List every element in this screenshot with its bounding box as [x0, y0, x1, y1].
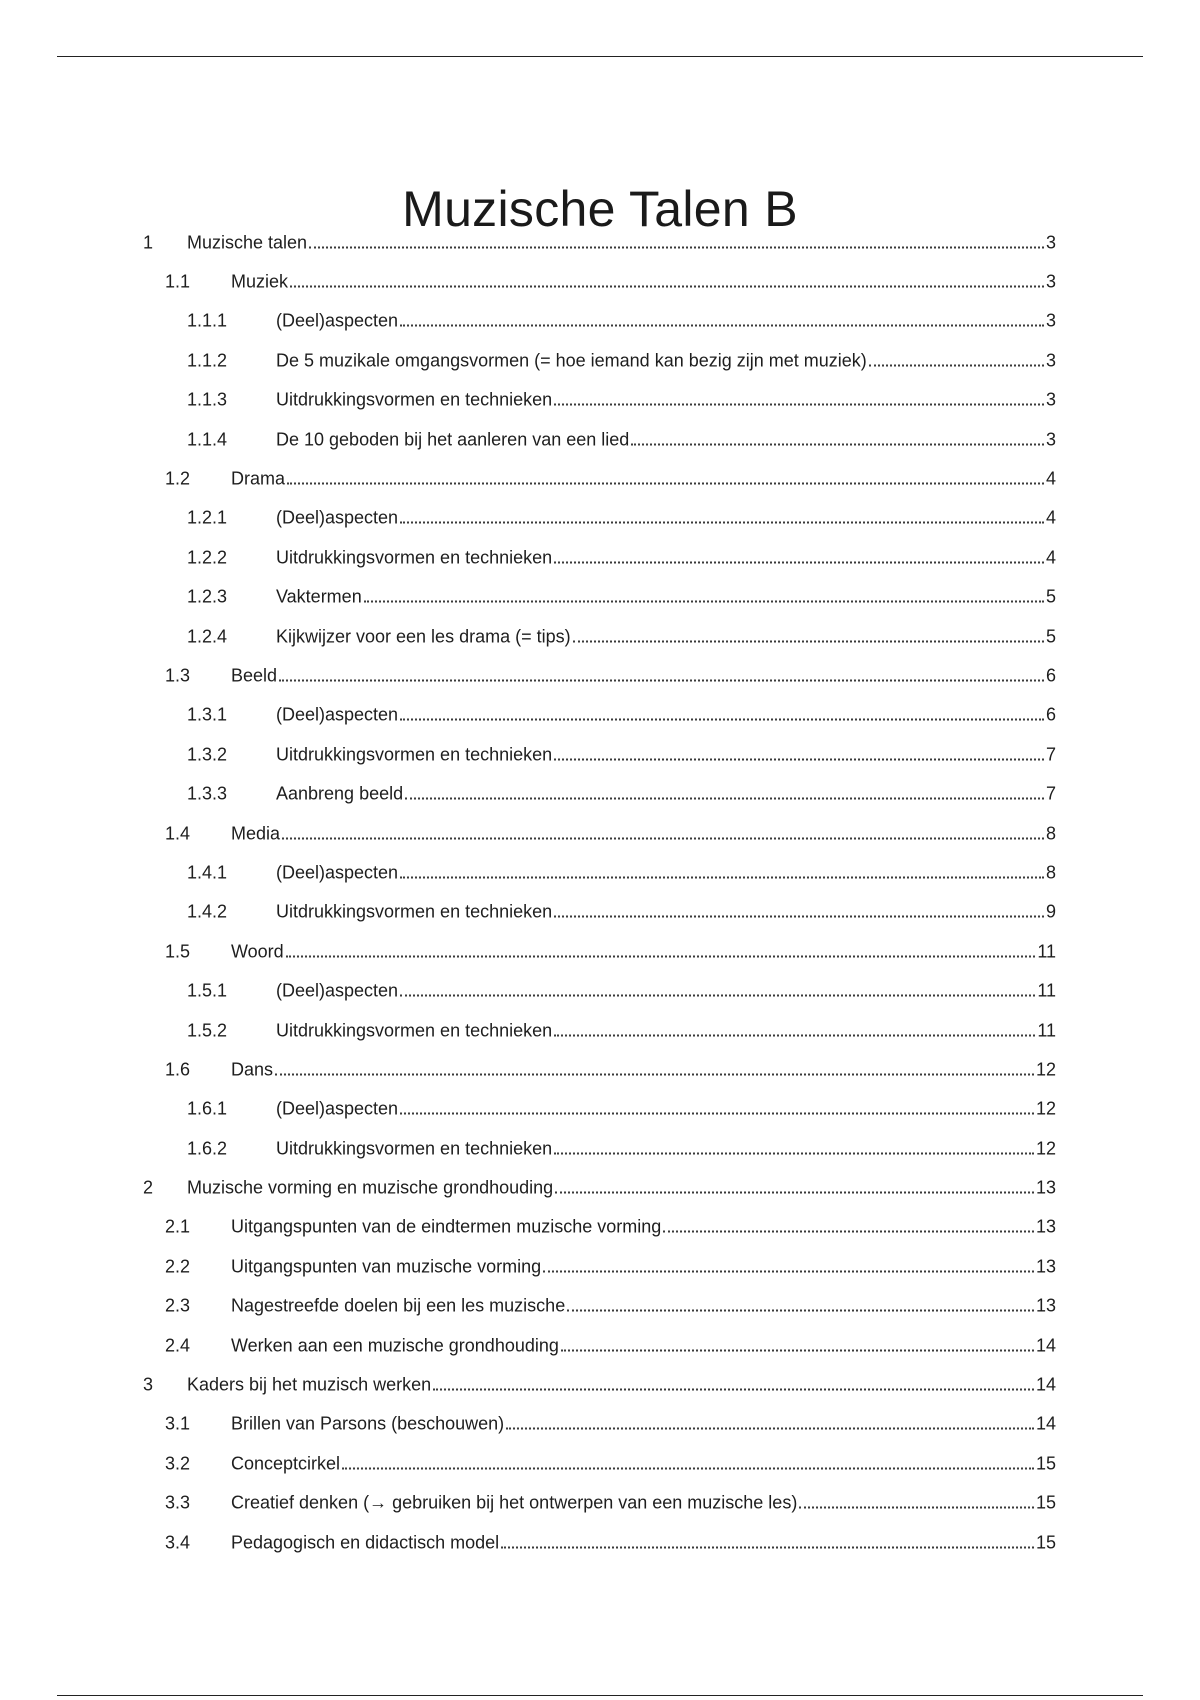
- toc-entry[interactable]: [0, 617, 1200, 656]
- toc-entry-number: 1.1.2: [187, 350, 228, 371]
- toc-entry[interactable]: [0, 971, 1200, 1010]
- toc-entry-line: [231, 1493, 1056, 1514]
- toc-entry-title[interactable]: Uitdrukkingsvormen en technieken: [276, 1138, 553, 1159]
- toc-dot-leader: [342, 1467, 1034, 1469]
- toc-dot-leader: [799, 1507, 1034, 1509]
- toc-entry-title[interactable]: Uitdrukkingsvormen en technieken: [276, 901, 553, 922]
- toc-entry-title[interactable]: Werken aan een muzische grondhouding: [231, 1335, 559, 1356]
- toc-entry-page: 14: [1035, 1374, 1056, 1395]
- toc-entry[interactable]: [0, 814, 1200, 853]
- toc-entry-line: [231, 1296, 1056, 1317]
- toc-entry-page: 3: [1045, 389, 1056, 410]
- toc-dot-leader: [573, 640, 1044, 642]
- toc-entry-title[interactable]: Uitdrukkingsvormen en technieken: [276, 744, 553, 765]
- toc-entry[interactable]: [0, 302, 1200, 341]
- toc-entry-title[interactable]: Drama: [231, 468, 286, 489]
- toc-dot-leader: [561, 1349, 1034, 1351]
- toc-entry[interactable]: [0, 1168, 1200, 1207]
- toc-dot-leader: [555, 1192, 1034, 1194]
- toc-entry-line: [276, 429, 1056, 450]
- toc-entry[interactable]: [0, 893, 1200, 932]
- toc-entry-number: 1.2.1: [187, 507, 228, 528]
- toc-entry-number: 3: [143, 1374, 154, 1395]
- toc-entry-page: 3: [1045, 310, 1056, 331]
- toc-entry-number: 2: [143, 1177, 154, 1198]
- toc-entry-page: 6: [1045, 665, 1056, 686]
- toc-entry-page: 5: [1045, 586, 1056, 607]
- toc-entry-line: [231, 823, 1056, 844]
- toc-entry-line: [276, 1020, 1056, 1041]
- toc-entry-title[interactable]: Muzische talen: [187, 232, 308, 253]
- toc-entry-number: 3.1: [165, 1413, 191, 1434]
- toc-entry-title[interactable]: Woord: [231, 941, 284, 962]
- toc-entry-title[interactable]: Kijkwijzer voor een les drama (= tips): [276, 626, 571, 647]
- toc-entry[interactable]: [0, 262, 1200, 301]
- document-title: Muzische Talen B: [402, 180, 798, 237]
- toc-entry-page: 7: [1045, 744, 1056, 765]
- toc-entry-title[interactable]: Kaders bij het muzisch werken: [187, 1374, 432, 1395]
- toc-entry-page: 4: [1045, 468, 1056, 489]
- toc-entry-page: 3: [1045, 350, 1056, 371]
- toc-entry-line: [231, 1217, 1056, 1238]
- toc-entry-page: 13: [1035, 1177, 1056, 1198]
- toc-dot-leader: [554, 758, 1044, 760]
- toc-entry-line: [276, 1138, 1056, 1159]
- toc-entry-page: 12: [1035, 1138, 1056, 1159]
- toc-entry-page: 3: [1045, 271, 1056, 292]
- toc-entry[interactable]: [0, 420, 1200, 459]
- toc-entry-title[interactable]: (Deel)aspecten: [276, 704, 399, 725]
- toc-entry-line: [231, 1256, 1056, 1277]
- toc-entry-number: 1.5.1: [187, 980, 228, 1001]
- toc-entry-number: 3.4: [165, 1532, 191, 1553]
- toc-entry[interactable]: [0, 381, 1200, 420]
- toc-entry-line: [276, 350, 1056, 371]
- toc-entry-title[interactable]: (Deel)aspecten: [276, 507, 399, 528]
- toc-entry-title[interactable]: Uitdrukkingsvormen en technieken: [276, 547, 553, 568]
- toc-entry-line: [276, 587, 1056, 608]
- toc-entry[interactable]: [0, 774, 1200, 813]
- toc-entry-number: 3.2: [165, 1453, 191, 1474]
- toc-entry-title[interactable]: (Deel)aspecten: [276, 310, 399, 331]
- table-of-contents: [0, 223, 1200, 1562]
- toc-dot-leader: [286, 955, 1036, 957]
- toc-entry-page: 11: [1037, 941, 1056, 962]
- toc-entry-number: 1.1.4: [187, 429, 228, 450]
- toc-entry[interactable]: [0, 1444, 1200, 1483]
- toc-entry-line: [276, 508, 1056, 529]
- toc-dot-leader: [405, 798, 1044, 800]
- toc-entry-page: 8: [1045, 862, 1056, 883]
- toc-dot-leader: [400, 1113, 1034, 1115]
- toc-entry-page: 13: [1035, 1256, 1056, 1277]
- toc-dot-leader: [282, 837, 1044, 839]
- toc-entry-title[interactable]: Creatief denken (→ gebruiken bij het ontwerpen van een muzische les): [231, 1492, 798, 1513]
- toc-entry-number: 1: [143, 232, 154, 253]
- toc-entry-number: 3.3: [165, 1492, 191, 1513]
- toc-entry[interactable]: [0, 1523, 1200, 1562]
- toc-entry-page: 7: [1045, 783, 1056, 804]
- toc-entry-page: 3: [1045, 429, 1056, 450]
- toc-entry[interactable]: [0, 341, 1200, 380]
- toc-entry[interactable]: [0, 853, 1200, 892]
- toc-entry-page: 11: [1037, 1020, 1056, 1040]
- toc-entry-number: 1.2: [165, 468, 191, 489]
- toc-entry[interactable]: [0, 1405, 1200, 1444]
- toc-entry-number: 1.2.3: [187, 586, 228, 607]
- toc-entry-number: 1.4.2: [187, 901, 228, 922]
- toc-dot-leader: [433, 1389, 1034, 1391]
- toc-dot-leader: [554, 916, 1044, 918]
- toc-dot-leader: [543, 1270, 1034, 1272]
- toc-entry-line: [276, 1099, 1056, 1120]
- toc-entry-title[interactable]: (Deel)aspecten: [276, 1098, 399, 1119]
- toc-entry[interactable]: [0, 1287, 1200, 1326]
- toc-dot-leader: [290, 286, 1044, 288]
- footer-rule: [57, 1695, 1143, 1696]
- toc-entry-line: [276, 784, 1056, 805]
- toc-entry-title[interactable]: Uitdrukkingsvormen en technieken: [276, 1020, 553, 1040]
- toc-entry-page: 3: [1045, 232, 1056, 253]
- toc-entry-number: 1.4.1: [187, 862, 228, 883]
- toc-entry-title[interactable]: Conceptcirkel: [231, 1453, 341, 1474]
- toc-dot-leader: [400, 719, 1044, 721]
- toc-entry-title[interactable]: Beeld: [231, 665, 278, 686]
- toc-entry-line: [276, 705, 1056, 726]
- toc-entry[interactable]: [0, 1050, 1200, 1089]
- toc-entry[interactable]: [0, 1090, 1200, 1129]
- toc-entry-line: [231, 665, 1056, 686]
- toc-entry[interactable]: [0, 1247, 1200, 1286]
- toc-entry-page: 4: [1045, 547, 1056, 568]
- toc-entry-number: 1.6.2: [187, 1138, 228, 1159]
- toc-entry[interactable]: [0, 656, 1200, 695]
- toc-entry-title[interactable]: Brillen van Parsons (beschouwen): [231, 1413, 505, 1434]
- toc-entry-number: 1.3.2: [187, 744, 228, 765]
- toc-entry[interactable]: [0, 499, 1200, 538]
- toc-dot-leader: [400, 522, 1044, 524]
- toc-entry[interactable]: [0, 578, 1200, 617]
- toc-entry-line: [276, 547, 1056, 568]
- toc-entry-page: 15: [1035, 1453, 1056, 1474]
- toc-dot-leader: [631, 443, 1044, 445]
- toc-entry-page: 13: [1035, 1295, 1056, 1316]
- toc-dot-leader: [287, 483, 1044, 485]
- toc-entry-title[interactable]: Aanbreng beeld: [276, 783, 404, 804]
- toc-entry[interactable]: [0, 459, 1200, 498]
- toc-entry-line: [276, 862, 1056, 883]
- toc-entry-page: 15: [1035, 1532, 1056, 1553]
- toc-entry-page: 12: [1035, 1059, 1056, 1080]
- toc-entry-title[interactable]: Muzische vorming en muzische grondhouding: [187, 1177, 554, 1198]
- toc-entry[interactable]: [0, 696, 1200, 735]
- toc-entry-title[interactable]: De 5 muzikale omgangsvormen (= hoe iemand kan bezig zijn met muziek): [276, 350, 867, 371]
- toc-dot-leader: [554, 1034, 1035, 1036]
- toc-dot-leader: [506, 1428, 1034, 1430]
- toc-entry-line: [231, 1453, 1056, 1474]
- toc-dot-leader: [400, 876, 1044, 878]
- toc-entry-line: [276, 626, 1056, 647]
- toc-entry-page: 8: [1045, 823, 1056, 844]
- toc-dot-leader: [400, 995, 1035, 997]
- toc-dot-leader: [400, 325, 1044, 327]
- toc-entry-page: 6: [1045, 704, 1056, 725]
- toc-entry-line: [187, 1178, 1056, 1199]
- toc-entry-number: 1.2.4: [187, 626, 228, 647]
- toc-entry-line: [231, 1335, 1056, 1356]
- toc-entry-line: [231, 469, 1056, 490]
- toc-entry-number: 1.1: [165, 271, 191, 292]
- toc-dot-leader: [279, 679, 1044, 681]
- toc-entry[interactable]: [0, 223, 1200, 262]
- toc-entry[interactable]: [0, 1365, 1200, 1404]
- toc-entry-number: 1.2.2: [187, 547, 228, 568]
- toc-entry[interactable]: [0, 735, 1200, 774]
- toc-entry[interactable]: [0, 538, 1200, 577]
- toc-dot-leader: [554, 404, 1044, 406]
- toc-entry-line: [276, 390, 1056, 411]
- toc-entry-title[interactable]: (Deel)aspecten: [276, 862, 399, 883]
- toc-entry-number: 2.3: [165, 1295, 191, 1316]
- toc-dot-leader: [309, 246, 1044, 248]
- toc-entry-page: 14: [1035, 1335, 1056, 1356]
- toc-entry[interactable]: [0, 1326, 1200, 1365]
- toc-entry[interactable]: [0, 1484, 1200, 1523]
- toc-entry-page: 4: [1045, 507, 1056, 528]
- toc-entry-number: 2.4: [165, 1335, 191, 1356]
- toc-entry-line: [276, 311, 1056, 332]
- toc-entry-title[interactable]: Muziek: [231, 271, 289, 292]
- toc-entry-page: 11: [1037, 980, 1056, 1001]
- toc-entry[interactable]: [0, 932, 1200, 971]
- toc-entry-number: 1.4: [165, 823, 191, 844]
- toc-entry-number: 1.5: [165, 941, 191, 962]
- toc-dot-leader: [554, 561, 1044, 563]
- toc-entry-title[interactable]: Uitdrukkingsvormen en technieken: [276, 389, 553, 410]
- toc-dot-leader: [275, 1073, 1034, 1075]
- toc-entry-line: [231, 1059, 1056, 1080]
- toc-entry-number: 1.1.3: [187, 389, 228, 410]
- toc-entry-number: 1.3: [165, 665, 191, 686]
- toc-entry-number: 2.2: [165, 1256, 191, 1277]
- toc-entry-number: 1.5.2: [187, 1020, 228, 1040]
- toc-entry-line: [231, 1532, 1056, 1553]
- toc-entry-number: 1.6.1: [187, 1098, 228, 1119]
- toc-entry-number: 1.6: [165, 1059, 191, 1080]
- header-rule: [57, 56, 1143, 57]
- toc-dot-leader: [364, 601, 1044, 603]
- toc-entry-number: 2.1: [165, 1216, 191, 1237]
- toc-entry-title[interactable]: Nagestreefde doelen bij een les muzische: [231, 1295, 566, 1316]
- toc-entry[interactable]: [0, 1011, 1200, 1050]
- toc-entry-title[interactable]: (Deel)aspecten: [276, 980, 399, 1001]
- toc-entry-title[interactable]: Uitgangspunten van muzische vorming: [231, 1256, 542, 1277]
- toc-entry-line: [231, 272, 1056, 293]
- toc-dot-leader: [501, 1546, 1034, 1548]
- toc-entry-page: 5: [1045, 626, 1056, 647]
- toc-entry-page: 12: [1035, 1098, 1056, 1119]
- toc-entry-title[interactable]: Dans: [231, 1059, 274, 1080]
- toc-entry-title[interactable]: De 10 geboden bij het aanleren van een lied: [276, 429, 630, 450]
- toc-entry-title[interactable]: Uitgangspunten van de eindtermen muzische vorming: [231, 1216, 662, 1237]
- toc-entry-line: [276, 981, 1056, 1002]
- toc-entry-line: [231, 941, 1056, 962]
- toc-entry[interactable]: [0, 1129, 1200, 1168]
- toc-entry-number: 1.3.1: [187, 704, 228, 725]
- toc-entry[interactable]: [0, 1208, 1200, 1247]
- toc-entry-number: 1.1.1: [187, 310, 228, 331]
- toc-dot-leader: [663, 1231, 1034, 1233]
- toc-entry-page: 15: [1035, 1492, 1056, 1513]
- toc-dot-leader: [554, 1152, 1034, 1154]
- toc-entry-title[interactable]: Vaktermen: [276, 586, 362, 607]
- toc-entry-title[interactable]: Pedagogisch en didactisch model: [231, 1532, 500, 1553]
- toc-entry-title[interactable]: Media: [231, 823, 281, 844]
- toc-entry-line: [231, 1414, 1056, 1435]
- toc-dot-leader: [567, 1310, 1034, 1312]
- toc-entry-page: 13: [1035, 1216, 1056, 1237]
- toc-entry-number: 1.3.3: [187, 783, 228, 804]
- toc-entry-page: 14: [1035, 1413, 1056, 1434]
- toc-entry-line: [187, 1375, 1056, 1396]
- toc-entry-page: 9: [1045, 901, 1056, 922]
- toc-dot-leader: [869, 364, 1044, 366]
- toc-entry-line: [187, 232, 1056, 253]
- toc-entry-line: [276, 744, 1056, 765]
- toc-entry-line: [276, 902, 1056, 923]
